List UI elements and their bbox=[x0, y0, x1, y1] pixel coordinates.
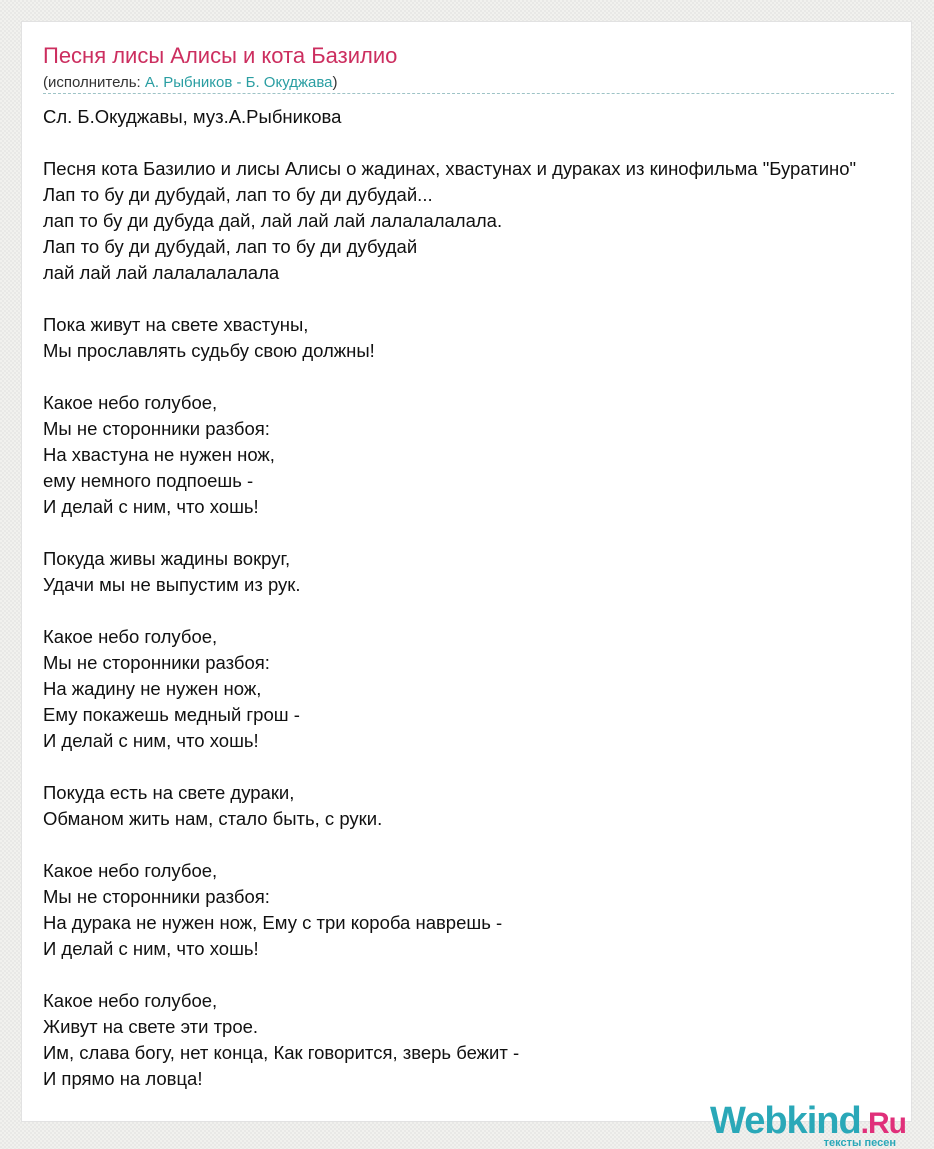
lyric-line: Мы прославлять судьбу свою должны! bbox=[43, 340, 375, 361]
logo-main-text: Webkind bbox=[710, 1100, 861, 1142]
lyric-blank-line bbox=[43, 754, 856, 780]
lyric-blank-line bbox=[43, 832, 856, 858]
lyric-line: лай лай лай лалалалалала bbox=[43, 262, 280, 283]
lyric-blank-line bbox=[43, 130, 856, 156]
lyric-blank-line bbox=[43, 286, 856, 312]
lyric-line: Какое небо голубое, bbox=[43, 392, 218, 413]
artist-link[interactable]: А. Рыбников - Б. Окуджава bbox=[144, 74, 333, 91]
artist-suffix: ) bbox=[332, 74, 338, 91]
lyric-line: Лап то бу ди дубудай, лап то бу ди дубудай... bbox=[43, 184, 433, 205]
lyric-line: Какое небо голубое, bbox=[43, 990, 218, 1011]
lyric-line: Покуда живы жадины вокруг, bbox=[43, 548, 291, 569]
lyric-line: Мы не сторонники разбоя: bbox=[43, 652, 270, 673]
lyric-line: Мы не сторонники разбоя: bbox=[43, 886, 270, 907]
lyric-line: На жадину не нужен нож, bbox=[43, 678, 262, 699]
lyric-line: Обманом жить нам, стало быть, с руки. bbox=[43, 808, 383, 829]
lyric-line: Пока живут на свете хвастуны, bbox=[43, 314, 309, 335]
lyric-blank-line bbox=[43, 962, 856, 988]
lyric-line: На хвастуна не нужен нож, bbox=[43, 444, 275, 465]
lyric-blank-line bbox=[43, 520, 856, 546]
lyric-line: Какое небо голубое, bbox=[43, 860, 218, 881]
lyrics-card bbox=[21, 21, 912, 1122]
lyric-line: Лап то бу ди дубудай, лап то бу ди дубудай bbox=[43, 236, 418, 257]
webkind-logo[interactable] bbox=[710, 1100, 906, 1149]
lyric-line: ему немного подпоешь - bbox=[43, 470, 254, 491]
lyric-line: И прямо на ловца! bbox=[43, 1068, 203, 1089]
lyric-line: Ему покажешь медный грош - bbox=[43, 704, 300, 725]
artist-prefix: (исполнитель: bbox=[43, 74, 145, 91]
lyric-line: Удачи мы не выпустим из рук. bbox=[43, 574, 301, 595]
lyric-line: Сл. Б.Окуджавы, муз.А.Рыбникова bbox=[43, 106, 342, 127]
logo-tagline: тексты песен bbox=[823, 1137, 896, 1149]
lyric-line: И делай с ним, что хошь! bbox=[43, 938, 259, 959]
lyric-line: лап то бу ди дубуда дай, лай лай лай лалалалалала. bbox=[43, 210, 503, 231]
lyric-line: И делай с ним, что хошь! bbox=[43, 496, 259, 517]
song-title: Песня лисы Алисы и кота Базилио bbox=[43, 43, 398, 68]
logo-tld: .Ru bbox=[860, 1107, 906, 1140]
title-divider bbox=[43, 93, 894, 94]
lyric-line: Какое небо голубое, bbox=[43, 626, 218, 647]
artist-line bbox=[43, 73, 337, 93]
lyric-line: Покуда есть на свете дураки, bbox=[43, 782, 295, 803]
lyric-line: Песня кота Базилио и лисы Алисы о жадинах, хвастунах и дураках из кинофильма "Буратино" bbox=[43, 158, 857, 179]
lyric-line: Им, слава богу, нет конца, Как говорится, зверь бежит - bbox=[43, 1042, 520, 1063]
lyric-line: Живут на свете эти трое. bbox=[43, 1016, 259, 1037]
lyric-blank-line bbox=[43, 364, 856, 390]
lyric-line: На дурака не нужен нож, Ему с три короба наврешь - bbox=[43, 912, 503, 933]
lyrics-text bbox=[43, 104, 856, 1092]
lyric-blank-line bbox=[43, 598, 856, 624]
lyric-line: И делай с ним, что хошь! bbox=[43, 730, 259, 751]
lyric-line: Мы не сторонники разбоя: bbox=[43, 418, 270, 439]
